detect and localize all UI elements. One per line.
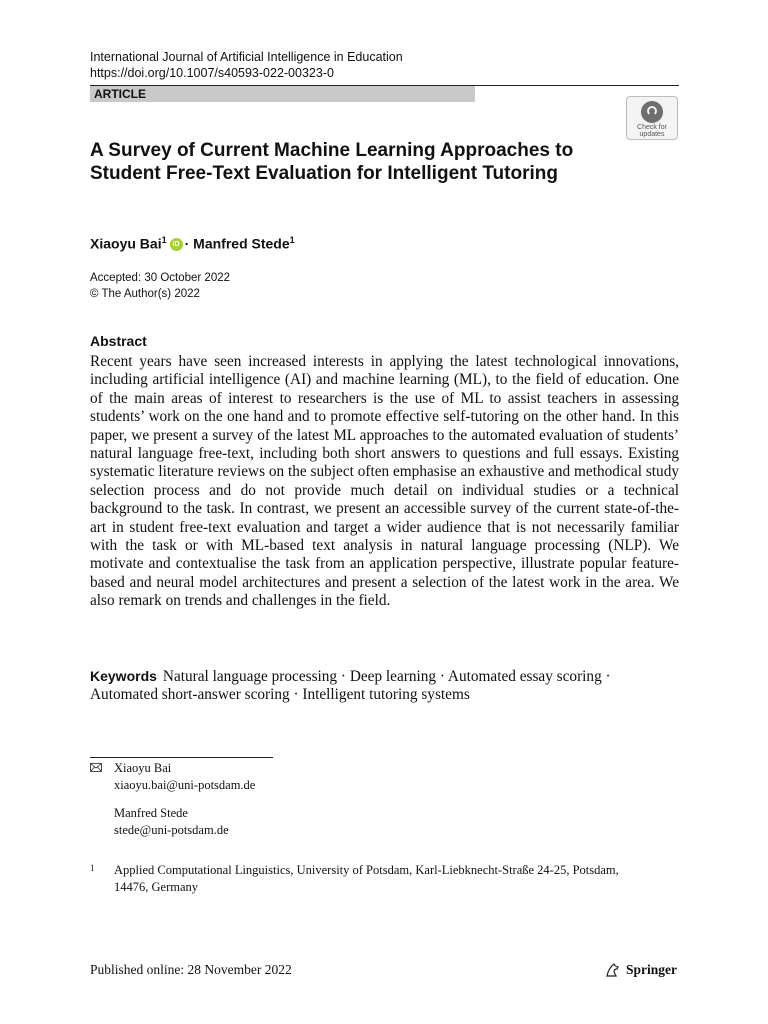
- crossmark-icon: [641, 101, 663, 123]
- doi-link[interactable]: https://doi.org/10.1007/s40593-022-00323-0: [90, 66, 334, 80]
- abstract-text: Recent years have seen increased interests in applying the latest technological innovations, including artificial intelligence (AI) and machine learning (ML), to the field of education. One of the main areas of interest to researchers is the use of ML to assist teachers in assessing students’ work on the one hand and to promote effective self-tutoring on the other hand. In this paper, we present a survey of the latest ML approaches to the automated evaluation of students’ natural language free-text, including both short answers to questions and full essays. Existing systematic literature reviews on the subject often emphasise an exhaustive and methodical study selection process and do not provide much detail on individual studies or a technical background to the task. In contrast, we present an accessible survey of the current state-of-the-art in student free-text evaluation and target a wider audience that is not necessarily familiar with the task or with ML-based text analysis in natural language processing (NLP). We motivate and contextualise the task from an application perspective, illustrate popular feature-based and neural model architectures and present a selection of the latest work in the area. We also remark on trends and challenges in the field.: [90, 353, 679, 610]
- publisher-name: Springer: [626, 962, 678, 977]
- published-date: Published online: 28 November 2022: [90, 962, 292, 977]
- author-name: Manfred Stede: [193, 235, 290, 252]
- paper-title: A Survey of Current Machine Learning Approaches to Student Free-Text Evaluation for Intelligent Tutoring: [90, 140, 574, 184]
- corresponding-author-name: Xiaoyu Bai: [114, 761, 172, 775]
- coauthor-email[interactable]: stede@uni-potsdam.de: [114, 822, 229, 837]
- article-meta: [90, 270, 230, 302]
- check-for-updates-badge[interactable]: [626, 96, 678, 140]
- journal-header: [90, 49, 403, 81]
- section-label: ARTICLE: [90, 86, 475, 102]
- abstract-heading: Abstract: [90, 333, 147, 349]
- keywords: [90, 667, 679, 705]
- footnote-rule: [90, 757, 273, 758]
- affiliation-number: 1: [90, 863, 95, 873]
- springer-horse-icon: [604, 961, 622, 979]
- author-name: Xiaoyu Bai: [90, 235, 162, 252]
- copyright-line: © The Author(s) 2022: [90, 288, 200, 300]
- author-separator: ·: [184, 235, 190, 252]
- orcid-icon[interactable]: iD: [170, 238, 183, 251]
- coauthor-name: Manfred Stede: [114, 806, 188, 820]
- author-list: [90, 231, 295, 253]
- affiliation-text: Applied Computational Linguistics, University of Potsdam, Karl-Liebknecht-Straße 24-25, Potsdam, 14476, Germany: [114, 863, 619, 894]
- affiliation-mark: 1: [161, 235, 167, 245]
- affiliation-footnote: [90, 862, 679, 895]
- publisher-logo: [604, 961, 677, 979]
- crossmark-label: Check for updates: [637, 124, 667, 138]
- accepted-date: Accepted: 30 October 2022: [90, 272, 231, 284]
- keywords-text: Natural language processing · Deep learning · Automated essay scoring · Automated short-answer scoring · Intelligent tutoring systems: [90, 668, 611, 704]
- keywords-label: Keywords: [90, 668, 157, 684]
- affiliation-mark: 1: [289, 235, 295, 245]
- journal-name: International Journal of Artificial Intelligence in Education: [90, 50, 403, 64]
- envelope-icon: [90, 763, 102, 772]
- corresponding-author-email[interactable]: xiaoyu.bai@uni-potsdam.de: [114, 777, 256, 792]
